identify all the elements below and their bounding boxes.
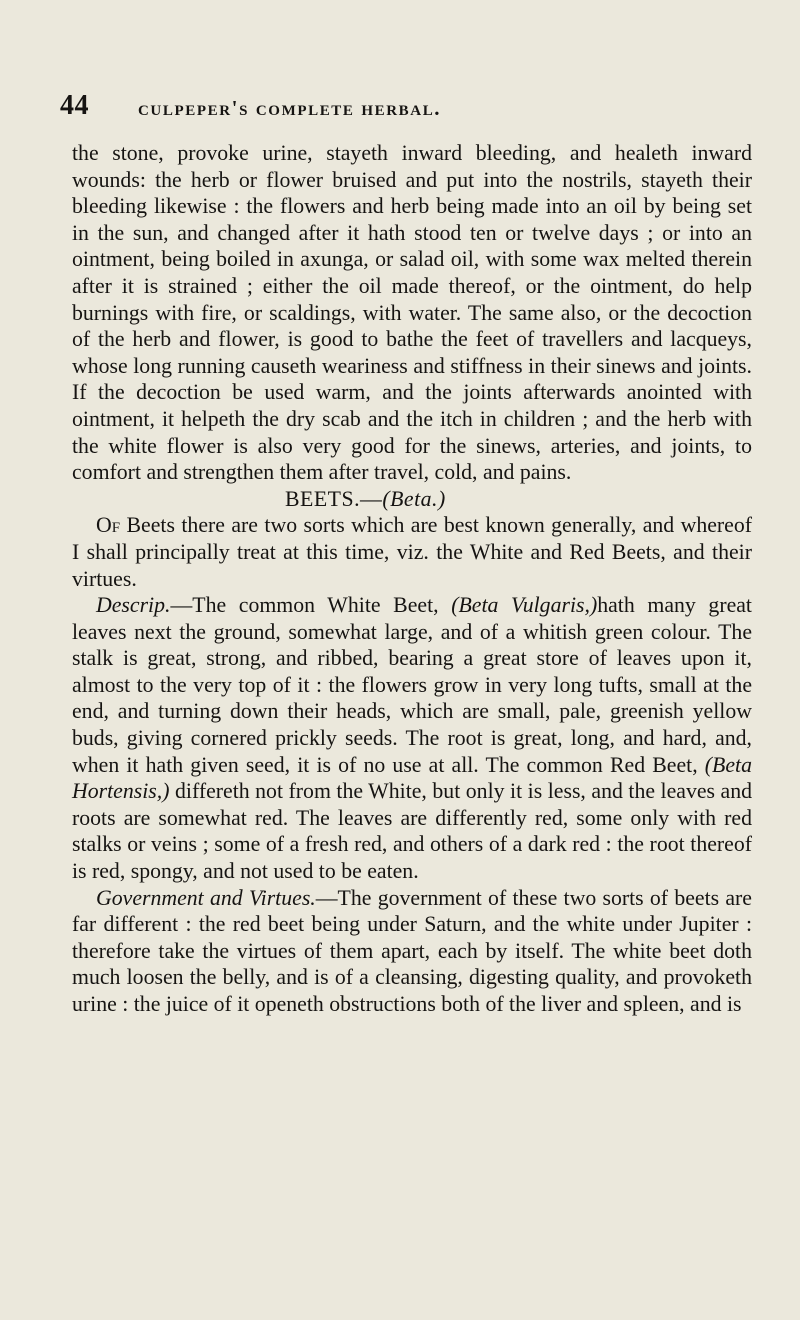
intro-text: Beets there are two sorts which are best known generally, and whereof I shall principally treat at this time, viz. the White and Red Beets, and their virtues.	[72, 513, 752, 591]
government-label: Government and Virtues.	[96, 885, 316, 910]
government-paragraph	[72, 885, 752, 1018]
latin-red-beet: (Beta Hortensis,)	[72, 752, 752, 804]
section-heading	[72, 486, 752, 513]
intro-paragraph	[72, 512, 752, 592]
dropcap-word: Of	[96, 513, 121, 538]
latin-white-beet: (Beta Vulgaris,)	[451, 593, 598, 618]
description-text-3: differeth not from the White, but only it is less, and the leaves and roots are somewhat red. The leaves are differently red, some only with red stalks or veins ; some of a fresh red, and others of a dark red : the root thereof is red, spongy, and not used to be eaten.	[72, 779, 752, 884]
government-text: —The government of these two sorts of beets are far different : the red beet being under Saturn, and the white under Jupiter : therefore take the virtues of them apart, each by itself. The white beet doth much loosen the belly, and is of a cleansing, digesting quality, and provoketh urine : the juice of it openeth obstructions both of the liver and spleen, and is	[72, 885, 752, 1016]
description-paragraph	[72, 592, 752, 885]
section-title: BEETS.—	[285, 486, 383, 511]
section-latin-name: (Beta.)	[382, 486, 446, 511]
paragraph-continuation: the stone, provoke urine, stayeth inward bleeding, and healeth inward wounds: the herb or flower bruised and put into the nostrils, stayeth their bleeding likewise : the flowers and herb being made into an oil by being set in the sun, and changed after it hath stood ten or twelve days ; or into an ointment, being boiled in axunga, or salad oil, with some wax melted therein after it is strained ; either the oil made thereof, or the ointment, do help burnings with fire, or scaldings, with water. The same also, or the decoction of the herb and flower, is good to bathe the feet of travellers and lacqueys, whose long running causeth weariness and stiffness in their sinews and joints. If the decoction be used warm, and the joints afterwards anointed with ointment, it helpeth the dry scab and the itch in children ; and the herb with the white flower is also very good for the sinews, arteries, and joints, to comfort and strengthen them after travel, cold, and pains.	[72, 141, 752, 485]
body-text	[72, 140, 752, 1018]
description-label: Descrip.	[96, 593, 171, 618]
description-text-1: —The common White Beet,	[170, 593, 452, 618]
description-text-2: hath many great leaves next the ground, somewhat large, and of a whitish green colour. The stalk is great, strong, and ribbed, bearing a great store of leaves upon it, almost to the very top of it : the flowers grow in very long tufts, small at the end, and turning down their heads, which are small, pale, greenish yellow buds, giving cornered prickly seeds. The root is great, long, and hard, and, when it hath given seed, it is of no use at all. The common Red Beet,	[72, 593, 752, 777]
running-head: culpeper's complete herbal.	[138, 96, 442, 120]
page-number: 44	[60, 90, 89, 121]
page-header	[0, 90, 800, 130]
